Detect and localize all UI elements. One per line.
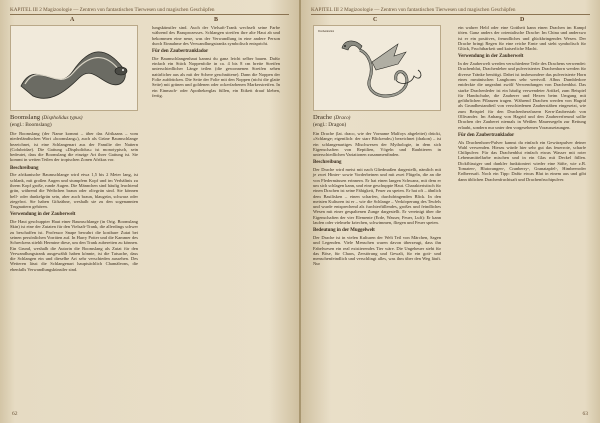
snake-icon [11, 26, 137, 110]
column-letter-d: D [520, 17, 525, 23]
dragon-wizard-use: In der Zauberwelt werden verschiedene Teile des Drachens verwendet: Drachenblut, Drachenleber und pulverisiertes Drachenhorn werden für diverse Tränke benötigt. Dabei ist insbesondere das pulverisierte Horn eines rumänischen Langhorns sehr wertvoll. Albus Dumbledore entdeckte die ungeahnt zwölf Verwendungen von Drachenblut. Das starke Drachenleder ist ein häufig verwendeter Artikel, zum Beispiel für Handschuhe, die Zauberer und Hexen beim Umgang mit gefährlichen Pflanzen tragen. Während Drachen werden von Hagrid als Grundbestandteil von verschiedenen Zauberstäben eingesetzt, wie zum Beispiel für den Drachenherzfasern Kern-Zauberstab von Ollivander. Im Anhang von Hagrid und den Zaubererfreund sollte Drachen der Zauberei niemals in Weißen Mauersegeln zur Rettung erlaubt, sondern nur unter den vorgesehenen Voraussetzungen. [458, 61, 586, 130]
caption-latin: (Dispholidus typus) [41, 115, 83, 121]
caption-title: Drache [313, 114, 333, 121]
dragon-intro: Ein Drache (lat. draco, wie der Vorname Malfoys abgeleitet) drückt, »Schlange; eigentlich: der starr Blickende«) bezeichnet (drakon) – ist ein schlangenartiges Mischwesen der Mythologie, in dem sich Eigenschaften von Reptilien, Vögeln und Raubtieren in unterschiedlichen Variationen zusammenfinden. [313, 131, 441, 158]
heading-description: Beschreibung [313, 160, 342, 166]
heading-potion-lab: Für den Zaubertranklador [458, 132, 515, 138]
boomslang-intro: Die Boomslang (der Name kommt – über das Afrikaans – vom niederländischen Wort »boomslang«), auch als Grüne Baumschlange bezeichnet, ist eine Schlangenart aus der Familie der Nattern (Colubridae). Die Gattung »Dispholidus« ist monotypisch, sein bedeutet, dass die Boomslang die einzige Art ihrer Gattung ist. Sie kommt in weiten Teilen der tropischen Zonen Afrikas vor. [10, 131, 138, 163]
boomslang-potion-lab: Die Baumschlangenhaut kannst du ganz leicht selber bauen. Dafür einfach ein Stück Noppenfolie in ca. 4 bis 8 cm breite Streifen unterschiedlicher Länge teilen (die gewonnenen Streifen sehen natürlicher aus als mit der Schere geschnittene). Dann die Noppen der Folie aufdrücken. Die Seite der Folie mit den Noppen (nicht die glatte Seite) mit grünen und goldenen oder ockerfarbenen Markerstreifen. In ein Einmach- oder Apothekerglas füllen, ein Etikett drauf kleben, fertig. [152, 55, 280, 98]
right-column-a [313, 25, 441, 267]
heading-wizard-use: Verwendung in der Zauberwelt [10, 212, 76, 218]
left-column-a [10, 25, 138, 272]
dragon-potion-lab: Als Drachenhorn-Pulver kannst du einfach ein Gewürzpulver deiner Wahl verwenden. Hierzu würde hier sehr gut das feuerrote, scharfe Chilipulver. Für das Drachenblut einfach etwas Wasser mit roter Lebensmittelfarbe mischen und in ein Glas mit Deckel füllen. Dickflüssiger und dunkler funktioniert wieder eine Säfte, wie z.B. Tomaten-, Blutorangen-, Cranberry-, Granatapfel-, Himbeeroder Erdbeersaft. Noch ein Tipp: Dafür etwas Blut in einem aus und gibt dann üblichen Drachenfruchtsaft und Drachenfruchtpulver. [458, 139, 586, 182]
right-page [301, 0, 600, 423]
running-head-left: KAPITEL III 2 Magizoologie — Zentren von fantastischen Tierwesen und magischen Geschöpfen [10, 7, 289, 15]
boomslang-illustration [10, 25, 138, 111]
column-letter-a: A [70, 17, 75, 23]
dragon-caption [313, 114, 441, 122]
caption-english: (engl.: Boomslang) [10, 122, 52, 128]
left-page [0, 0, 299, 423]
caption-latin: (Draco) [333, 115, 351, 121]
right-column-b [458, 25, 586, 182]
heading-muggle-world: Bedeutung in der Muggelwelt [313, 228, 375, 234]
boomslang-continued: lungskünstler sind. Auch der Vielsaft-Trank wechselt seine Farbe während des Brauprozesses. Schlangen streifen ihre alte Haut ab und bekommen eine neue, was der Verwandlung in eine andere Person durch Einnahme des Verwandlungstranks symbolisch entspricht. [152, 25, 280, 46]
heading-wizard-use: Verwendung in der Zauberwelt [458, 54, 524, 60]
dragon-description: Der Drache wird meist mit nach Gliedmaßen dargestellt, nämlich mit je zwei Hinter- sowie Vorderbeinen und mit zwei Flügeln, die an die von Fledermäusen erinnern. Er hat einen langen Schwanz, mit dem er um sich schlagen kann, und eine geschuppte Haut. Charakteristisch für einen Drachen ist seine Fähigkeit, Feuer zu speien. Er hat oft – ähnlich dem Basilisken – einen scharfen, durchdringenden Blick. In den meisten Kulturen ist er – wie die Schlange – Verkörperung des Teufels und wurde entsprechend als furchterfüllendes, großes und feindliches Wesen mit einer gespaltenen Zunge dargestellt. Er vereinigt über die Eigenschaften der vier Elemente (Erde, Wasser, Feuer, Luft): Er kann laufen oder vielmehr kriechen, schwimmen, fliegen und Feuer speien. [313, 167, 441, 226]
dragon-icon [314, 26, 440, 110]
dragon-illustration [313, 25, 441, 111]
caption-title: Boomslang [10, 114, 41, 121]
heading-description: Beschreibung [10, 165, 39, 171]
caption-english: (engl.: Dragon) [313, 122, 347, 128]
boomslang-description: Die afrikanische Baumschlange wird etwa 1,5 bis 2 Meter lang, ist schlank, mit großen Augen und stumpfem Kopf und im Verhältnis zu ihrem Kopf große, runde Augen. Die Männchen sind häufig leuchtend grün, während die Weibchen braun oder olivgrün sind. Sie können bell- oder dunkelgrün sein, aber auch braun, blaugrün, schwarz oder ziegelrot. Sie haben Giftzähne, weshalb sie zu den sogenannten Trugnattern gehören. [10, 172, 138, 210]
boomslang-wizard-use: Die Haut geschuppter Haut einer Baumschlange (in Orig. Boomslang Skin) ist eine der Zutaten für den Vielsaft-Trank, die allerdings schwer zu beschaffen ist. Professor Snape bewahrt die kostbare Zutat bei seinen persönlichen Vorräten auf. In Harry Potter und die Kammer des Schreckens stiehlt Hermine diese, um den Trank zubereiten zu können. Ein Grund, weshalb die Autorin die Boomslang als Zutat für den Verwandlungstrank ausgewählt haben könnte, ist die Tatsache, dass die Schlangen ein und dieselbe Art sehr verschieden aussehen. Des Weiteren lässt die Schlangenart hauptsächlich Chamäleons, die ebenfalls Verwandlungskünstler sind. [10, 219, 138, 272]
running-head-right: KAPITEL III 2 Magizoologie — Zentren von fantastischen Tierwesen und magischen Geschöpfen [311, 7, 590, 15]
heading-potion-lab: Für den Zaubertranklador [152, 49, 209, 55]
left-column-b [152, 25, 280, 98]
page-number-left: 62 [12, 411, 18, 417]
dragon-continued: ein wahrer Held oder eine Gottheit kann einen Drachen im Kampf töten. Ganz anders der orientalische Drache: Im China und anderswo ist er ein positives, freundliches und glückbringendes Wesen. Der Drache bringt Regen für eine reiche Ernte und steht symbolisch für Glück, Fruchtbarkeit und kaiserliche Macht. [458, 25, 586, 52]
column-letter-c: C [373, 17, 378, 23]
boomslang-caption [10, 114, 138, 122]
page-number-right: 63 [582, 411, 588, 417]
illustration-label: Drachenkrallen [318, 30, 334, 33]
column-letter-b: B [214, 17, 219, 23]
dragon-muggle-world: Der Drache ist in vielen Kulturen der Welt Teil von Märchen, Sagen und Legenden. Viele Menschen waren davon überzeugt, dass ihn Fabelwesen ein real existierendes Tier wäre. Die Ungeheuer steht für das Böse, für Chaos, Zerstörung und Gewalt, für ein gott- und menschenfeindlich und verschlingt alles, was ihm über den Weg läuft. Nur [313, 234, 441, 267]
